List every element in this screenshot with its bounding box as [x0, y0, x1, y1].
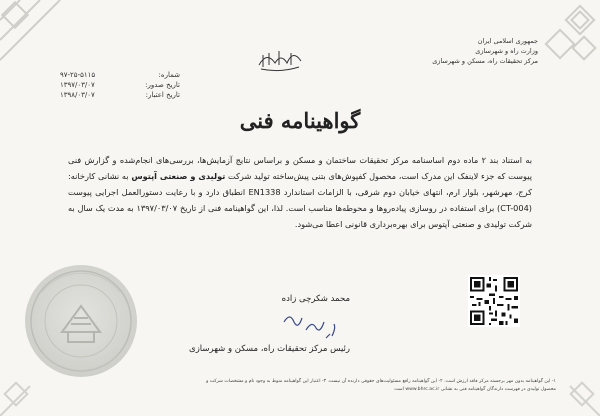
signer-name: محمد شکرچی زاده: [281, 294, 350, 304]
issue-date-row: [60, 80, 180, 90]
expiry-date-row: [60, 90, 180, 100]
signer-title: رئیس مرکز تحقیقات راه، مسکن و شهرسازی: [189, 344, 350, 354]
page-title: گواهینامه فنی: [239, 108, 361, 133]
number-value: ۹۷-۲۵-۵۱۱۵: [60, 71, 96, 79]
corner-ornament-top-right: [530, 0, 600, 70]
certificate-number-row: [60, 70, 180, 80]
body-text-part1: به استناد بند ۲ ماده دوم اساسنامه مرکز تحقیقات ساختمان و مسکن و براساس نتایج آزمایش‌ها، بررسی‌های انجام‌شده و گزارش فنی پیوست که جزء لاینفک این مدرک است، محصول کفپوش‌های بتنی پیش‌ساخته تولید شرکت: [68, 155, 533, 181]
issuer-line: مرکز تحقیقات راه، مسکن و شهرسازی: [432, 57, 538, 65]
bismillah-calligraphy-icon: [255, 45, 305, 73]
issue-date-value: ۱۳۹۷/۰۳/۰۷: [60, 81, 95, 89]
qr-code: [468, 275, 520, 327]
footer-notes: [40, 378, 556, 394]
expiry-date-label: تاریخ اعتبار:: [145, 91, 180, 99]
certificate-body: [68, 152, 532, 232]
issuer-line: جمهوری اسلامی ایران: [477, 37, 538, 45]
issuer-line: وزارت راه و شهرسازی: [475, 47, 538, 55]
footer-line: محصول تولیدی در فهرست دارندگان گواهینامه فنی به نشانی www.bhrc.ac.ir است: [394, 387, 556, 392]
expiry-date-value: ۱۳۹۸/۰۳/۰۷: [60, 91, 95, 99]
company-name: تولیدی و صنعتی آپتوس: [131, 171, 226, 181]
issue-date-label: تاریخ صدور:: [145, 81, 180, 89]
certificate-meta: [60, 70, 180, 100]
body-text-part2: به نشانی کارخانه: کرج، مهرشهر، بلوار ارم، انتهای خیابان دوم شرقی، با الزامات استاندارد EN1338 انطباق دارد و با رعایت دستورالعمل اجرایی پیوست (CT-004) برای استفاده در روسازی پیاده‌روها و محوطه‌ها مناسب است. لذا، این گواهینامه فنی از تاریخ ۱۳۹۷/۰۳/۰۷ به مدت یک سال به شرکت تولیدی و صنعتی آپتوس برای بهره‌برداری قانونی اعطا می‌شود.: [68, 171, 533, 229]
embossed-seal: [22, 262, 140, 380]
footer-line: ۱- این گواهینامه بدون مهر برجسته مرکز فاقد ارزش است. ۲- این گواهینامه رافع مسئولیت‌های حقوقی دارنده آن نیست. ۳- اعتبار این گواهینامه منوط به وجود نام و مشخصات شرکت و: [206, 379, 556, 384]
number-label: شماره:: [158, 71, 180, 79]
corner-ornament-top-left: [0, 0, 70, 70]
issuer-block: [378, 36, 538, 66]
signature-icon: [280, 308, 340, 344]
